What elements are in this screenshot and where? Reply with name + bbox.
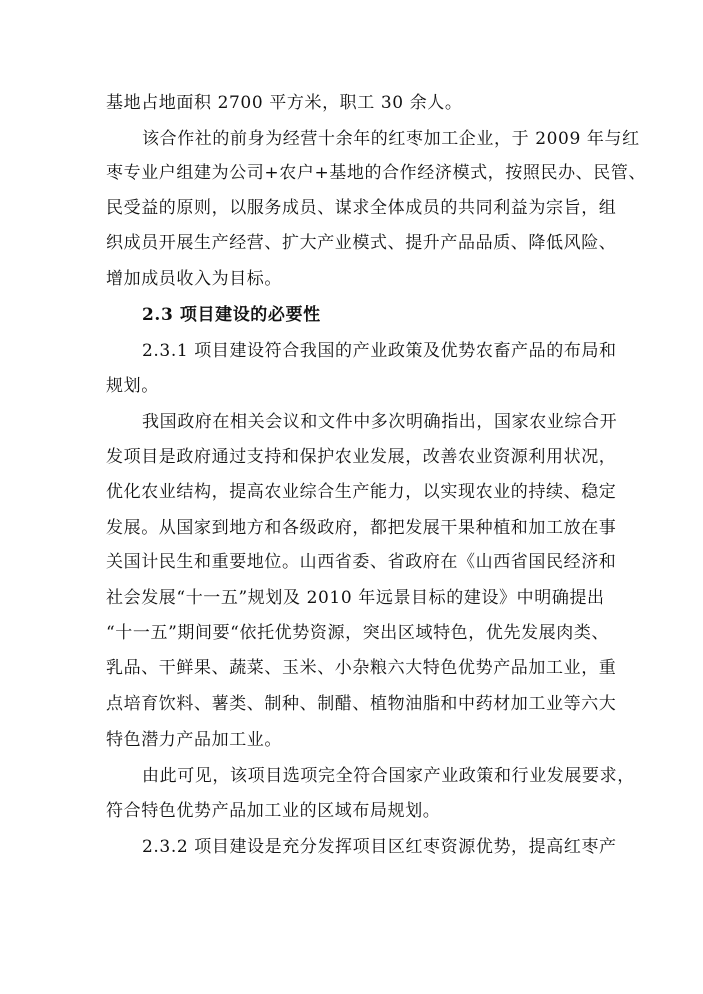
paragraph-policy-line-9: 点培育饮料、薯类、制种、制醋、植物油脂和中药材加工业等六大 xyxy=(106,694,617,714)
paragraph-conclusion-line-1: 由此可见，该项目选项完全符合国家产业政策和行业发展要求， xyxy=(142,766,635,786)
subsection-2-3-1-line-1: 2.3.1 项目建设符合我国的产业政策及优势农畜产品的布局和 xyxy=(142,341,617,361)
paragraph-policy-line-3: 优化农业结构，提高农业综合生产能力，以实现农业的持续、稳定 xyxy=(106,482,617,502)
paragraph-cooperative-line-3: 民受益的原则，以服务成员、谋求全体成员的共同利益为宗旨，组 xyxy=(106,198,617,218)
paragraph-policy-line-2: 发项目是政府通过支持和保护农业发展，改善农业资源利用状况， xyxy=(106,447,617,467)
paragraph-policy-line-10: 特色潜力产品加工业。 xyxy=(106,730,282,750)
subsection-2-3-1-line-2: 规划。 xyxy=(106,376,159,396)
paragraph-policy-line-5: 关国计民生和重要地位。山西省委、省政府在《山西省国民经济和 xyxy=(106,552,617,572)
text-line-1: 基地占地面积 2700 平方米，职工 30 余人。 xyxy=(106,93,463,113)
paragraph-cooperative-line-2: 枣专业户组建为公司+农户+基地的合作经济模式，按照民办、民管、 xyxy=(106,163,647,183)
subsection-2-3-2-line-1: 2.3.2 项目建设是充分发挥项目区红枣资源优势，提高红枣产 xyxy=(142,837,617,857)
paragraph-cooperative-line-5: 增加成员收入为目标。 xyxy=(106,269,282,289)
paragraph-policy-line-1: 我国政府在相关会议和文件中多次明确指出，国家农业综合开 xyxy=(142,412,618,432)
paragraph-policy-line-6: 社会发展“十一五”规划及 2010 年远景目标的建设》中明确提出 xyxy=(106,588,605,608)
paragraph-cooperative-line-1: 该合作社的前身为经营十余年的红枣加工企业，于 2009 年与红 xyxy=(142,129,640,149)
paragraph-conclusion-line-2: 符合特色优势产品加工业的区域布局规划。 xyxy=(106,801,441,821)
paragraph-policy-line-4: 发展。从国家到地方和各级政府，都把发展干果种植和加工放在事 xyxy=(106,518,617,538)
paragraph-cooperative-line-4: 织成员开展生产经营、扩大产业模式、提升产品品质、降低风险、 xyxy=(106,233,617,253)
paragraph-policy-line-8: 乳品、干鲜果、蔬菜、玉米、小杂粮六大特色优势产品加工业，重 xyxy=(106,658,617,678)
paragraph-policy-line-7: “十一五”期间要“依托优势资源，突出区域特色，优先发展肉类、 xyxy=(106,623,610,643)
section-heading-2-3: 2.3 项目建设的必要性 xyxy=(142,305,321,325)
